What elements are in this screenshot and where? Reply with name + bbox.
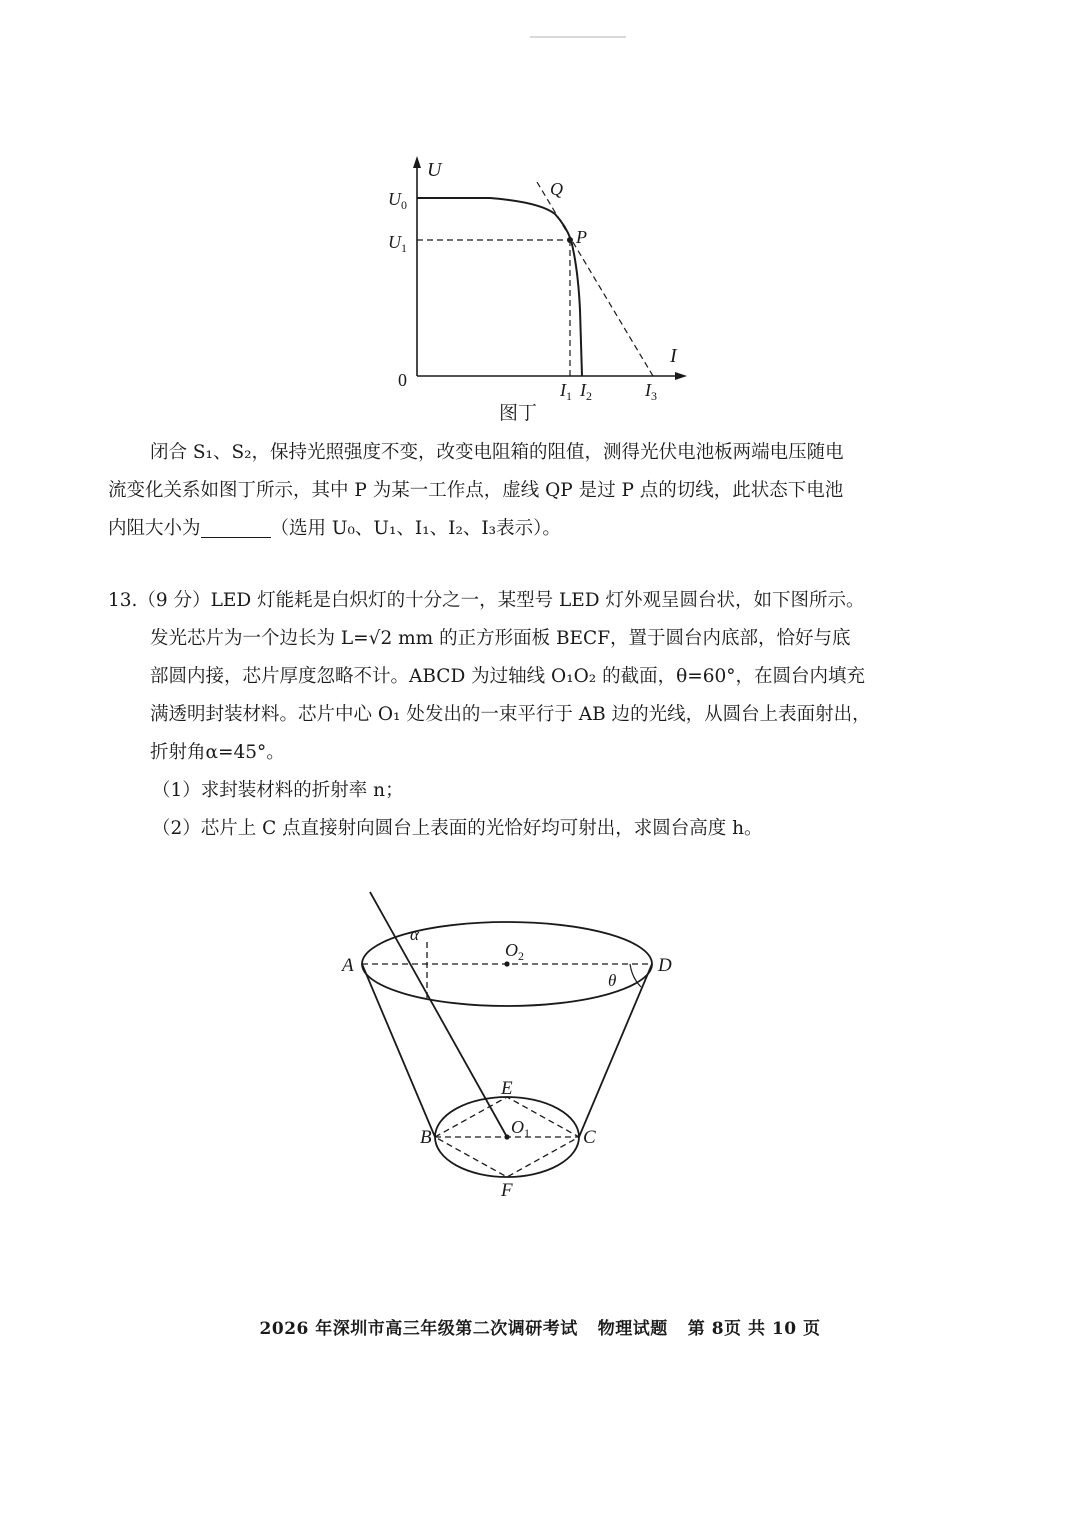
label-u0: $U_0$: [388, 189, 407, 212]
i-axis-arrow: [675, 372, 687, 380]
label-o2: $O_2$: [505, 940, 524, 963]
label-u-axis: U: [427, 159, 442, 181]
q13-line-1: 发光芯片为一个边长为 L=√2 mm 的正方形面板 BECF，置于圆台内底部，恰好与底: [150, 628, 851, 649]
frustum-figure: [330, 880, 700, 1210]
label-e: E: [501, 1078, 513, 1099]
q13-line-2: 部圆内接，芯片厚度忽略不计。ABCD 为过轴线 O₁O₂ 的截面，θ=60°，在圆台内填充: [150, 666, 866, 687]
q12-paragraph: [150, 434, 844, 472]
label-u1: $U_1$: [388, 232, 407, 255]
q13-line-3: 满透明封装材料。芯片中心 O₁ 处发出的一束平行于 AB 边的光线，从圆台上表面射出，: [150, 704, 871, 725]
q12-line-3a: 内阻大小为: [108, 518, 201, 539]
label-a: A: [342, 955, 354, 976]
o1-dot: [504, 1134, 509, 1139]
u-axis-arrow: [413, 156, 421, 168]
label-p: P: [576, 227, 587, 247]
label-origin: 0: [398, 370, 407, 390]
figure-caption: 图丁: [498, 402, 537, 424]
q13-subq-2: （2）芯片上 C 点直接射向圆台上表面的光恰好均可射出，求圆台高度 h。: [152, 818, 763, 839]
page-footer: [0, 1314, 1080, 1339]
q13-line-4: 折射角α=45°。: [150, 742, 285, 763]
q12-line-3: [108, 510, 843, 548]
label-i3: $I_3$: [645, 380, 657, 400]
label-f: F: [501, 1180, 513, 1201]
ui-curve-figure: [380, 150, 700, 400]
q13-body: [150, 620, 871, 848]
label-d: D: [658, 955, 672, 976]
q12-line-1: 闭合 S₁、S₂，保持光照强度不变，改变电阻箱的阻值，测得光伏电池板两端电压随电: [150, 442, 844, 463]
light-ray: [370, 892, 507, 1137]
answer-blank: [201, 515, 271, 538]
label-b: B: [420, 1127, 432, 1148]
footer-exam: 2026 年深圳市高三年级第二次调研考试: [259, 1319, 578, 1339]
footer-page: 第 8页 共 10 页: [687, 1319, 821, 1339]
point-p-dot: [567, 237, 573, 243]
label-theta: θ: [608, 971, 617, 990]
label-o1: $O_1$: [511, 1117, 530, 1140]
q13-subq-1: （1）求封装材料的折射率 n；: [152, 780, 404, 801]
label-q: Q: [550, 179, 563, 199]
o2-dot: [504, 961, 509, 966]
label-i2: $I_2$: [580, 380, 592, 400]
tangent-qp: [537, 182, 653, 376]
q12-paragraph-2: [108, 472, 843, 548]
label-alpha: α: [410, 925, 419, 944]
footer-subject: 物理试题: [597, 1319, 668, 1339]
label-c: C: [583, 1127, 596, 1148]
scan-artifact: [530, 36, 626, 38]
q12-line-2: 流变化关系如图丁所示，其中 P 为某一工作点，虚线 QP 是过 P 点的切线，此状态下电池: [108, 480, 844, 501]
label-i-axis: I: [670, 345, 677, 367]
ui-curve: [417, 198, 582, 376]
q12-line-3b: （选用 U₀、U₁、I₁、I₂、I₃表示）。: [270, 518, 561, 539]
q13-heading: 13.（9 分）LED 灯能耗是白炽灯的十分之一，某型号 LED 灯外观呈圆台状，如下图所示。: [108, 590, 865, 611]
label-i1: $I_1$: [560, 380, 572, 400]
